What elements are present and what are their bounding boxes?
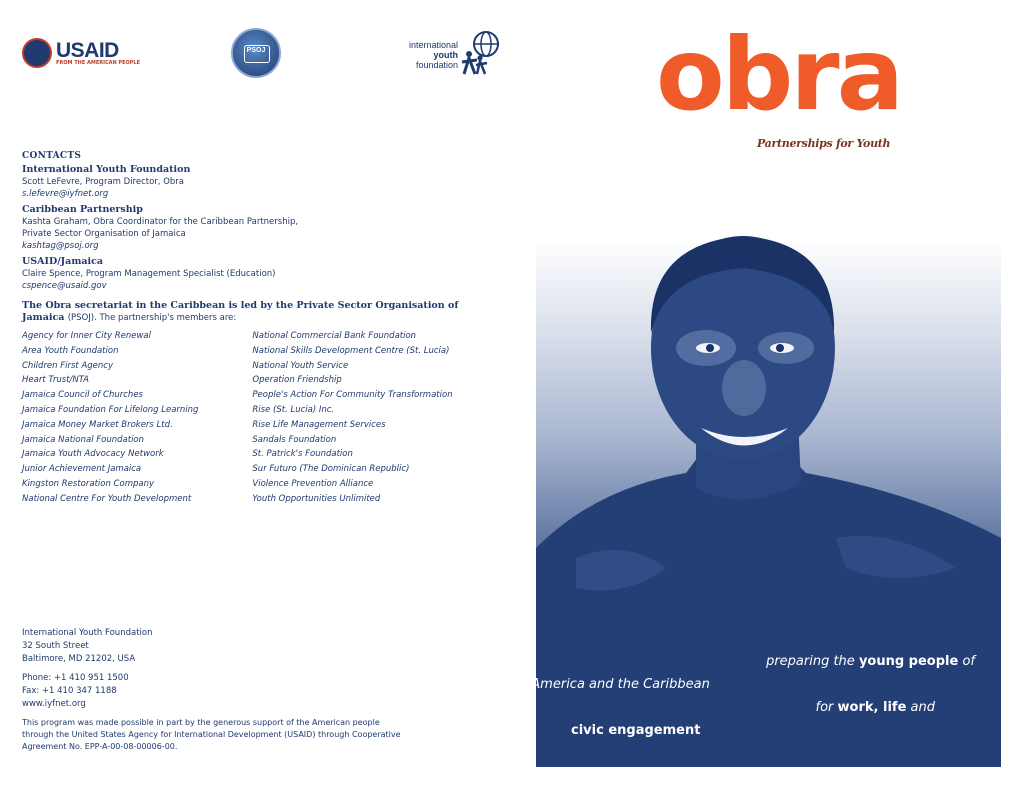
member-item: Jamaica Youth Advocacy Network [22,449,164,460]
address-web-link[interactable]: www.iyfnet.org [22,699,86,709]
member-item: Rise Life Management Services [252,419,386,430]
contact-person: Kashta Graham, Obra Coordinator for the Caribbean Partnership, [22,217,299,227]
usaid-wordmark: USAID [56,39,119,62]
cover-emphasis: civic engagement [571,723,701,738]
contact-person: Scott LeFevre, Program Director, Obra [22,177,184,187]
members-column-2 [252,329,502,507]
members-column-1 [22,329,252,507]
usaid-seal-icon [22,38,52,68]
cover-text: for [815,700,838,715]
iyf-logo [380,30,500,80]
contact-org: USAID/Jamaica [22,256,104,267]
member-item: Jamaica Council of Churches [22,390,143,401]
address-phone: Phone: +1 410 951 1500 [22,673,129,683]
address-city: Baltimore, MD 21202, USA [22,654,136,664]
cover-line-1 [655,650,975,673]
secretariat-intro [22,300,502,324]
contact-email[interactable]: kashtag@psoj.org [22,241,99,251]
cover-photo-panel [495,238,1001,767]
contacts-heading: CONTACTS [22,151,82,161]
member-item: National Youth Service [252,360,349,371]
contacts-section [22,150,502,507]
contact-email[interactable]: s.lefevre@iyfnet.org [22,189,109,199]
member-item: St. Patrick's Foundation [252,449,353,460]
iyf-wordmark [380,40,458,70]
member-item: People's Action For Community Transformation [252,390,453,401]
member-item: Junior Achievement Jamaica [22,464,142,475]
member-item: Sur Futuro (The Dominican Republic) [252,464,410,475]
member-item: Jamaica Foundation For Lifelong Learning [22,404,199,415]
cover-statement [495,650,975,742]
member-item: Jamaica Money Market Brokers Ltd. [22,419,173,430]
member-item: Children First Agency [22,360,113,371]
disclaimer-line: through the United States Agency for International Development (USAID) through Cooperative [22,730,401,739]
usaid-tagline: FROM THE AMERICAN PEOPLE [56,60,141,66]
member-item: Sandals Foundation [252,434,337,445]
address-street: 32 South Street [22,641,89,651]
member-item: Agency for Inner City Renewal [22,331,151,341]
iyf-line1: international [408,40,458,50]
member-item: Operation Friendship [252,375,342,386]
obra-wordmark: obra [656,16,902,133]
cover-text: preparing the [766,654,859,669]
member-item: Rise (St. Lucia) Inc. [252,404,335,415]
contact-affiliation: Private Sector Organisation of Jamaica [22,229,186,239]
cover-emphasis: work, life [837,700,907,715]
member-item: National Commercial Bank Foundation [252,331,417,341]
address-block [22,627,502,753]
secretariat-intro-rest: (PSOJ). The partnership's members are: [67,313,237,323]
obra-logo [656,16,906,133]
address-fax: Fax: +1 410 347 1188 [22,686,117,696]
globe-figures-icon [460,30,500,76]
iyf-line2: youth [433,50,458,60]
contact-person: Claire Spence, Program Management Specialist (Education) [22,269,276,279]
cover-line-2: Latin America and the Caribbean [495,677,710,692]
member-item: Area Youth Foundation [22,345,119,356]
member-item: Youth Opportunities Unlimited [252,493,381,504]
contact-org: International Youth Foundation [22,164,191,175]
address-org: International Youth Foundation [22,628,153,638]
psoj-logo [231,28,281,78]
disclaimer-line: This program was made possible in part by the generous support of the American people [22,718,380,727]
member-item: National Centre For Youth Development [22,493,192,504]
usaid-logo [22,38,140,68]
secretariat-intro-bold: The Obra secretariat in the Caribbean is led by the Private Sector Organisation of Jamaica [22,300,459,323]
cover-text: of [958,654,975,669]
member-item: Violence Prevention Alliance [252,478,374,489]
member-item: Heart Trust/NTA [22,375,89,386]
member-item: Jamaica National Foundation [22,434,145,445]
members-list [22,329,502,507]
contact-usaid [22,256,502,292]
cover-emphasis: young people [858,654,959,669]
cover-text: and [906,700,935,715]
cover-line-3 [655,696,975,719]
member-item: Kingston Restoration Company [22,478,154,489]
contact-org: Caribbean Partnership [22,204,143,215]
iyf-line3: foundation [415,60,458,70]
member-item: National Skills Development Centre (St. Lucia) [252,345,450,356]
funding-disclaimer [22,717,502,753]
cover-line-4 [571,719,975,742]
psoj-mark: PSOJ [246,47,266,54]
obra-tagline: Partnerships for Youth [757,137,891,150]
contact-email[interactable]: cspence@usaid.gov [22,281,107,291]
contact-iyf [22,164,502,200]
partner-logos [22,28,502,88]
disclaimer-line: Agreement No. EPP-A-00-08-00006-00. [22,742,178,751]
contact-caribbean [22,204,502,252]
